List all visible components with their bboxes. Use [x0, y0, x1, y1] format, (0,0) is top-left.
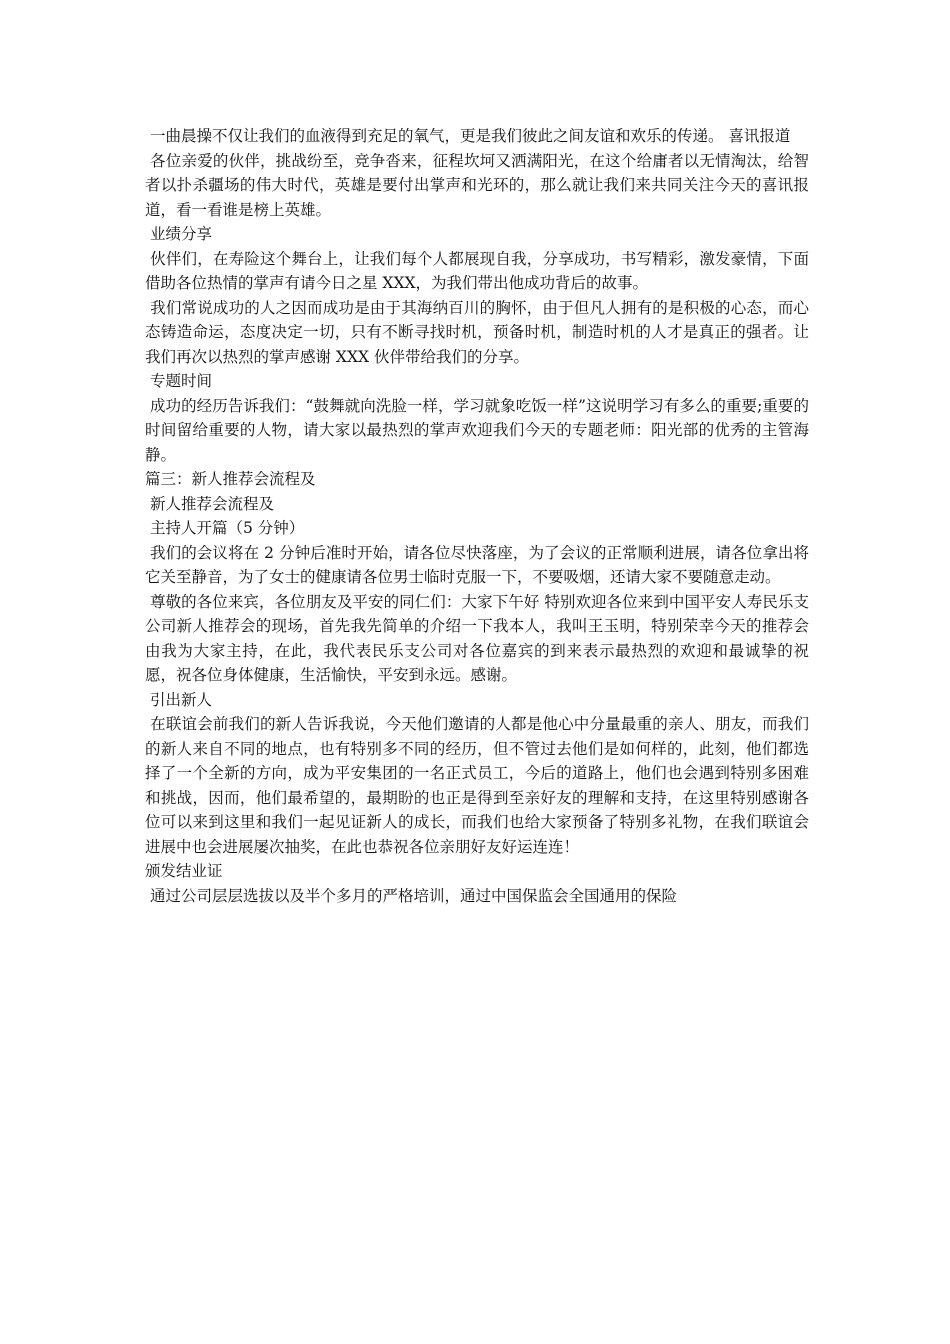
paragraph-success-mindset: 我们常说成功的人之因而成功是由于其海纳百川的胸怀，由于但凡人拥有的是积极的心态，而心态铸造命运，态度决定一切，只有不断寻找时机，预备时机，制造时机的人才是真正的强者。让我们再次以热烈的掌声感谢 XXX 伙伴带给我们的分享。	[145, 298, 809, 366]
paragraph-topic-teacher: 成功的经历告诉我们：“鼓舞就向洗脸一样，学习就象吃饭一样”这说明学习有多么的重要;重要的时间留给重要的人物，请大家以最热烈的掌声欢迎我们今天的专题老师：阳光部的优秀的主管海静。	[145, 396, 809, 464]
paragraph-training: 通过公司层层选拔以及半个多月的严格培训，通过中国保监会全国通用的保险	[145, 886, 677, 905]
heading-performance-sharing: 业绩分享	[145, 225, 212, 243]
document-body	[145, 124, 809, 908]
heading-host-opening: 主持人开篇（5 分钟）	[145, 519, 305, 537]
paragraph-new-members: 在联谊会前我们的新人告诉我说，今天他们邀请的人都是他心中分量最重的亲人、朋友，而我们的新人来自不同的地点，也有特别多不同的经历，但不管过去他们是如何样的，此刻，他们都选择了一个全新的方向，成为平安集团的一名正式员工，今后的道路上，他们也会遇到特别多困难和挑战，因而，他们最希望的，最期盼的也正是得到至亲好友的理解和支持，在这里特别感谢各位可以来到这里和我们一起见证新人的成长，而我们也给大家预备了特别多礼物，在我们联谊会进展中也会进展屡次抽奖，在此也恭祝各位亲朋好友好运连连！	[145, 715, 809, 856]
paragraph-meeting-start: 我们的会议将在 2 分钟后准时开始，请各位尽快落座，为了会议的正常顺利进展，请各位拿出将它关至静音，为了女士的健康请各位男士临时克服一下，不要吸烟，还请大家不要随意走动。	[145, 543, 810, 586]
heading-introduce-new-members: 引出新人	[145, 690, 212, 709]
paragraph-host-greeting: 尊敬的各位来宾，各位朋友及平安的同仁们：大家下午好 特别欢迎各位来到中国平安人寿民乐支公司新人推荐会的现场，首先我先简单的介绍一下我本人，我叫王玉明，特别荣幸今天的推荐会由我为大家主持，在此，我代表民乐支公司对各位嘉宾的到来表示最热烈的欢迎和最诚挚的祝愿，祝各位身体健康，生活愉快，平安到永远。感谢。	[145, 592, 809, 684]
paragraph-star-of-day: 伙伴们，在寿险这个舞台上，让我们每个人都展现自我，分享成功，书写精彩，激发豪情，下面借助各位热情的掌声有请今日之星 XXX，为我们带出他成功背后的故事。	[145, 249, 809, 292]
paragraph-good-news: 各位亲爱的伙伴，挑战纷至，竞争沓来，征程坎坷又洒满阳光，在这个给庸者以无情淘汰，给智者以扑杀疆场的伟大时代，英雄是要付出掌声和光环的，那么就让我们来共同关注今天的喜讯报道，看一看谁是榜上英雄。	[145, 151, 809, 219]
heading-topic-time: 专题时间	[145, 372, 212, 390]
paragraph-morning-exercise: 一曲晨操不仅让我们的血液得到充足的氧气，更是我们彼此之间友谊和欢乐的传递。 喜讯报道	[145, 127, 791, 145]
heading-award-certificates: 颁发结业证	[145, 862, 223, 880]
heading-part-three: 篇三：新人推荐会流程及	[145, 470, 316, 488]
heading-new-member-process: 新人推荐会流程及	[145, 494, 274, 513]
